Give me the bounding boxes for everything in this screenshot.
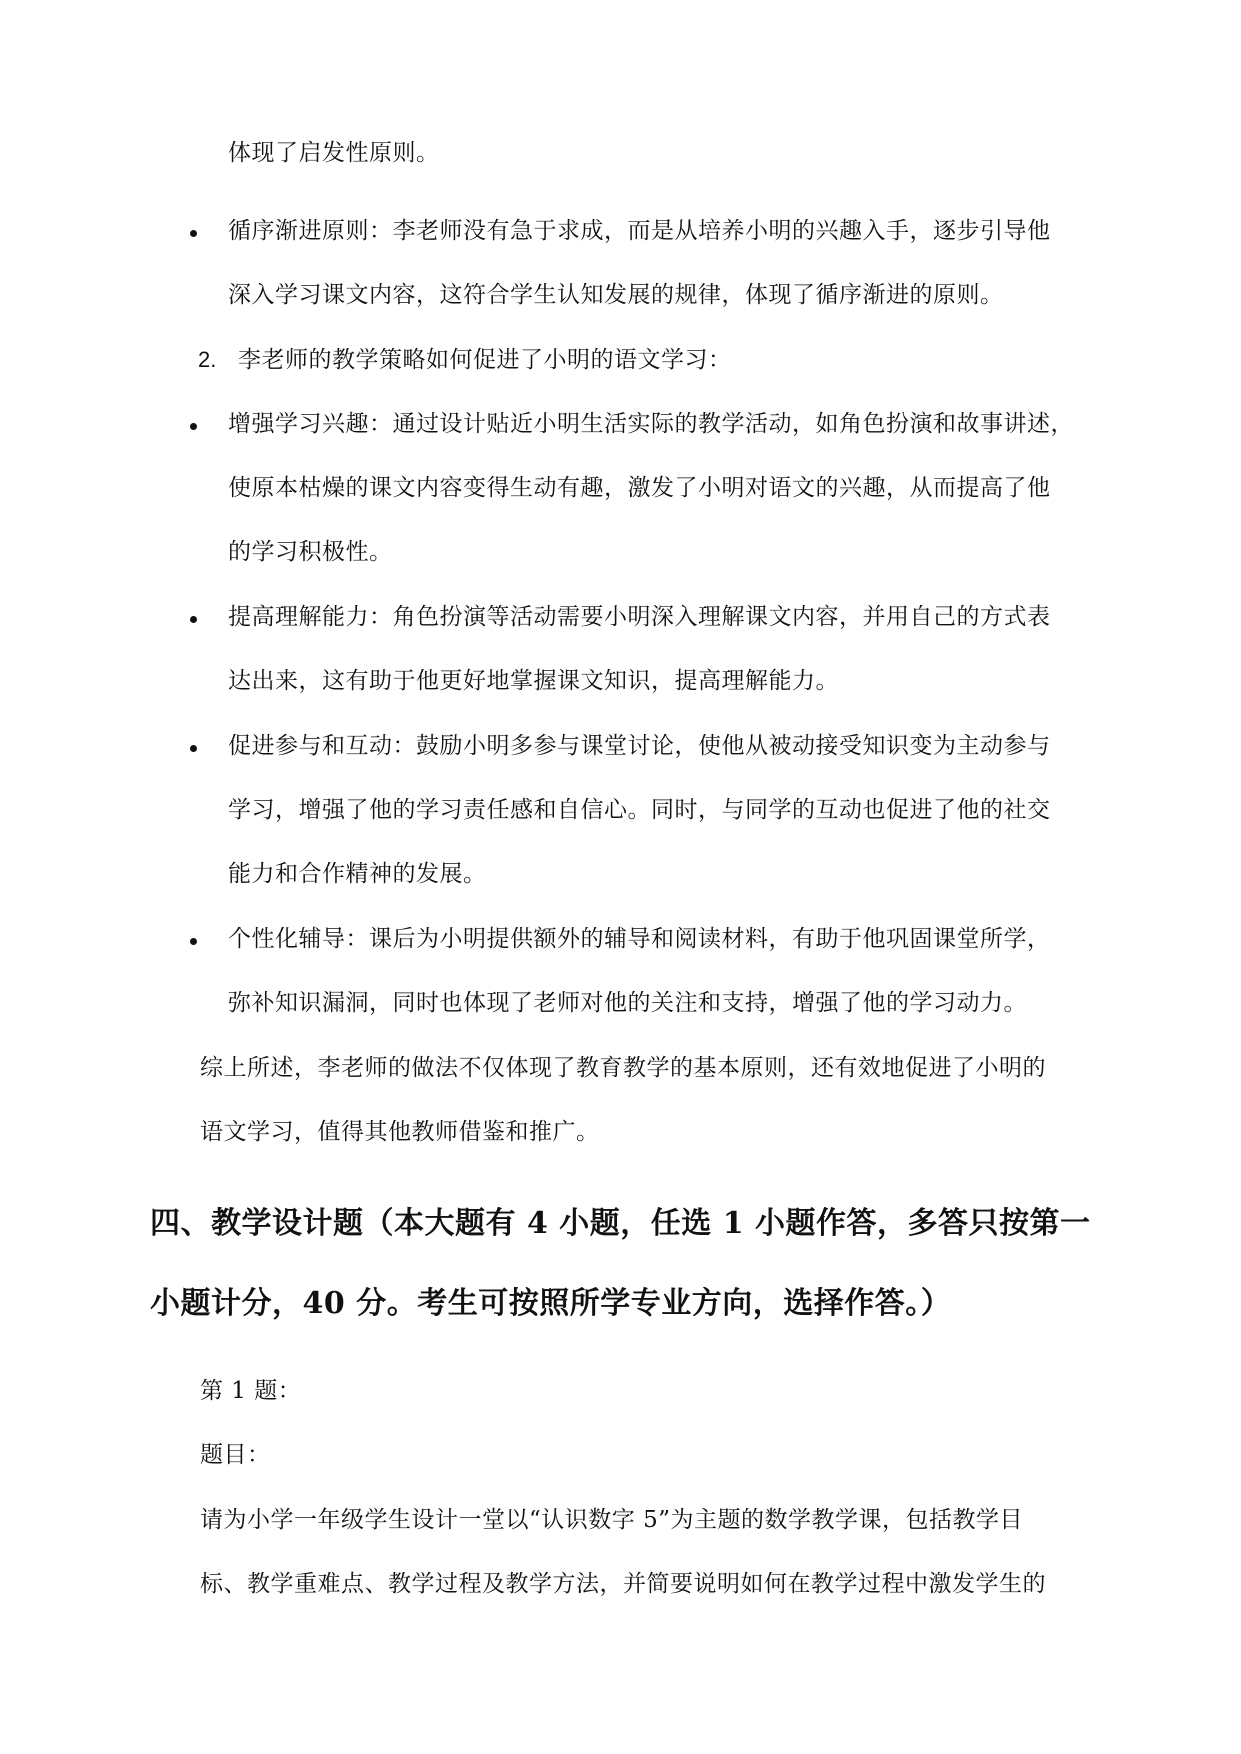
item-number: 2.	[198, 347, 217, 372]
bullet-icon	[190, 938, 197, 945]
question-text-line: 请为小学一年级学生设计一堂以“认识数字 5”为主题的数学教学课，包括教学目	[200, 1507, 1023, 1533]
summary-line: 综上所述，李老师的做法不仅体现了教育教学的基本原则，还有效地促进了小明的	[200, 1055, 1046, 1081]
question-text-line: 标、教学重难点、教学过程及教学方法，并简要说明如何在教学过程中激发学生的	[200, 1571, 1046, 1597]
item-text: 李老师的教学策略如何促进了小明的语文学习：	[238, 347, 732, 373]
question-label: 第 1 题：	[200, 1378, 302, 1404]
list-item-text: 循序渐进原则：李老师没有急于求成，而是从培养小明的兴趣入手，逐步引导他	[228, 218, 1051, 244]
continuation-text: 体现了启发性原则。	[228, 140, 440, 166]
bullet-icon	[190, 230, 197, 237]
bullet-icon	[190, 423, 197, 430]
list-item-text: 促进参与和互动：鼓励小明多参与课堂讨论，使他从被动接受知识变为主动参与	[228, 733, 1051, 759]
list-item-text: 增强学习兴趣：通过设计贴近小明生活实际的教学活动，如角色扮演和故事讲述，	[228, 411, 1074, 437]
section-heading-line: 四、教学设计题（本大题有 4 小题，任选 1 小题作答，多答只按第一	[150, 1206, 1091, 1241]
list-item-text: 能力和合作精神的发展。	[228, 861, 487, 887]
bullet-icon	[190, 745, 197, 752]
list-item-text: 的学习积极性。	[228, 539, 393, 565]
list-item-text: 使原本枯燥的课文内容变得生动有趣，激发了小明对语文的兴趣，从而提高了他	[228, 475, 1051, 501]
list-item-text: 深入学习课文内容，这符合学生认知发展的规律，体现了循序渐进的原则。	[228, 282, 1004, 308]
list-item-text: 达出来，这有助于他更好地掌握课文知识，提高理解能力。	[228, 668, 839, 694]
list-item-text: 学习，增强了他的学习责任感和自信心。同时，与同学的互动也促进了他的社交	[228, 797, 1051, 823]
subject-label: 题目：	[200, 1442, 271, 1468]
list-item-text: 个性化辅导：课后为小明提供额外的辅导和阅读材料，有助于他巩固课堂所学，	[228, 926, 1051, 952]
section-heading-line: 小题计分，40 分。考生可按照所学专业方向，选择作答。）	[150, 1286, 952, 1321]
summary-line: 语文学习，值得其他教师借鉴和推广。	[200, 1119, 600, 1145]
list-item-text: 弥补知识漏洞，同时也体现了老师对他的关注和支持，增强了他的学习动力。	[228, 990, 1027, 1016]
list-item-text: 提高理解能力：角色扮演等活动需要小明深入理解课文内容，并用自己的方式表	[228, 604, 1051, 630]
bullet-icon	[190, 616, 197, 623]
